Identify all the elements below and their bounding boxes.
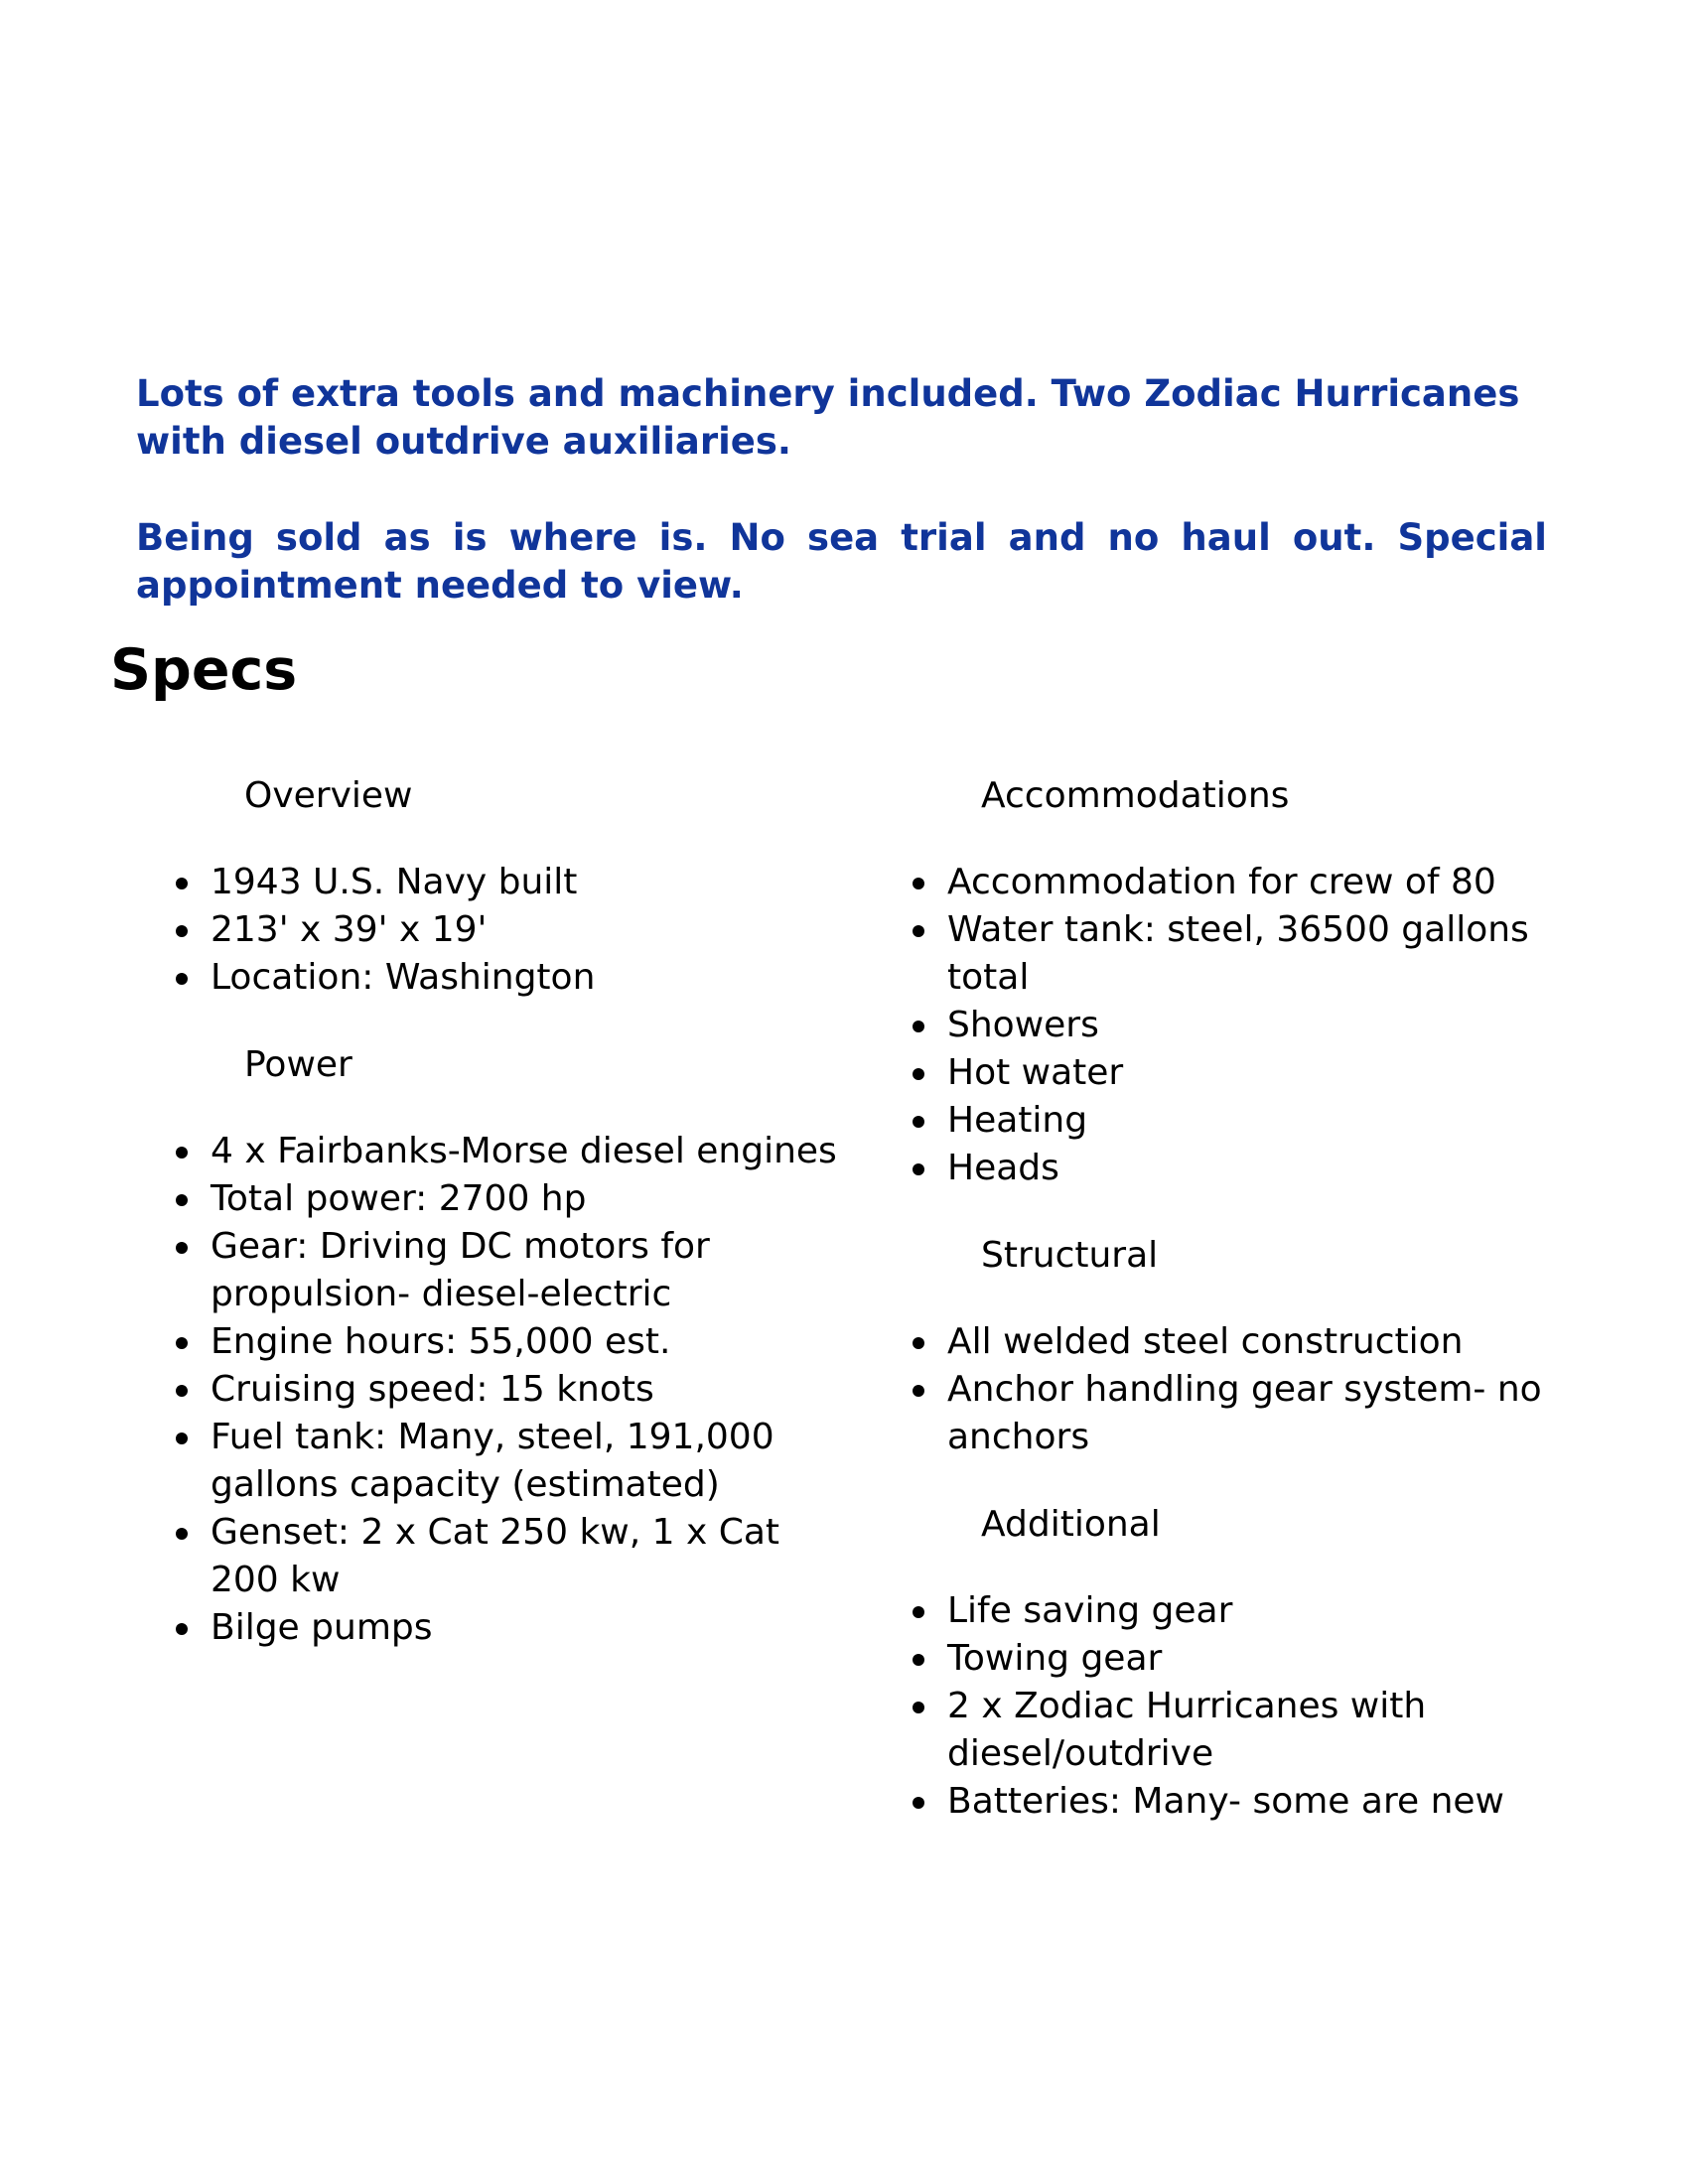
- power-list: [169, 1128, 844, 1652]
- additional-list: [906, 1587, 1551, 1826]
- specs-right-column: [906, 772, 1551, 1865]
- list-item: Total power: 2700 hp: [169, 1175, 844, 1223]
- section-heading-overview: Overview: [244, 775, 413, 816]
- specs-left-column: [169, 772, 844, 1692]
- list-item: Hot water: [906, 1049, 1551, 1097]
- structural-list: [906, 1318, 1551, 1461]
- list-item: 4 x Fairbanks-Morse diesel engines: [169, 1128, 844, 1175]
- list-item: Fuel tank: Many, steel, 191,000 gallons capacity (estimated): [169, 1414, 844, 1509]
- intro-paragraph-tools: Lots of extra tools and machinery included. Two Zodiac Hurricanes with diesel outdrive auxiliaries.: [136, 372, 1520, 463]
- list-item: Cruising speed: 15 knots: [169, 1366, 844, 1414]
- list-item: Water tank: steel, 36500 gallons total: [906, 906, 1551, 1002]
- list-item: Anchor handling gear system- no anchors: [906, 1366, 1551, 1461]
- list-item: Location: Washington: [169, 954, 844, 1002]
- section-heading-power: Power: [244, 1044, 352, 1085]
- list-item: Engine hours: 55,000 est.: [169, 1318, 844, 1366]
- list-item: Accommodation for crew of 80: [906, 859, 1551, 906]
- intro-paragraph-sale-terms: Being sold as is where is. No sea trial and no haul out. Special appointment needed to view.: [136, 516, 1547, 607]
- list-item: Batteries: Many- some are new: [906, 1778, 1551, 1826]
- list-item: Heads: [906, 1145, 1551, 1192]
- list-item: Bilge pumps: [169, 1604, 844, 1652]
- list-item: 213' x 39' x 19': [169, 906, 844, 954]
- overview-list: [169, 859, 844, 1002]
- accommodations-list: [906, 859, 1551, 1192]
- list-item: Life saving gear: [906, 1587, 1551, 1635]
- section-heading-accommodations: Accommodations: [981, 775, 1290, 816]
- specs-heading: Specs: [110, 637, 298, 703]
- section-heading-structural: Structural: [981, 1235, 1159, 1276]
- list-item: All welded steel construction: [906, 1318, 1551, 1366]
- list-item: 1943 U.S. Navy built: [169, 859, 844, 906]
- list-item: 2 x Zodiac Hurricanes with diesel/outdrive: [906, 1683, 1551, 1778]
- list-item: Heating: [906, 1097, 1551, 1145]
- section-heading-additional: Additional: [981, 1504, 1161, 1545]
- list-item: Showers: [906, 1002, 1551, 1049]
- list-item: Towing gear: [906, 1635, 1551, 1683]
- list-item: Gear: Driving DC motors for propulsion- diesel-electric: [169, 1223, 844, 1318]
- list-item: Genset: 2 x Cat 250 kw, 1 x Cat 200 kw: [169, 1509, 844, 1604]
